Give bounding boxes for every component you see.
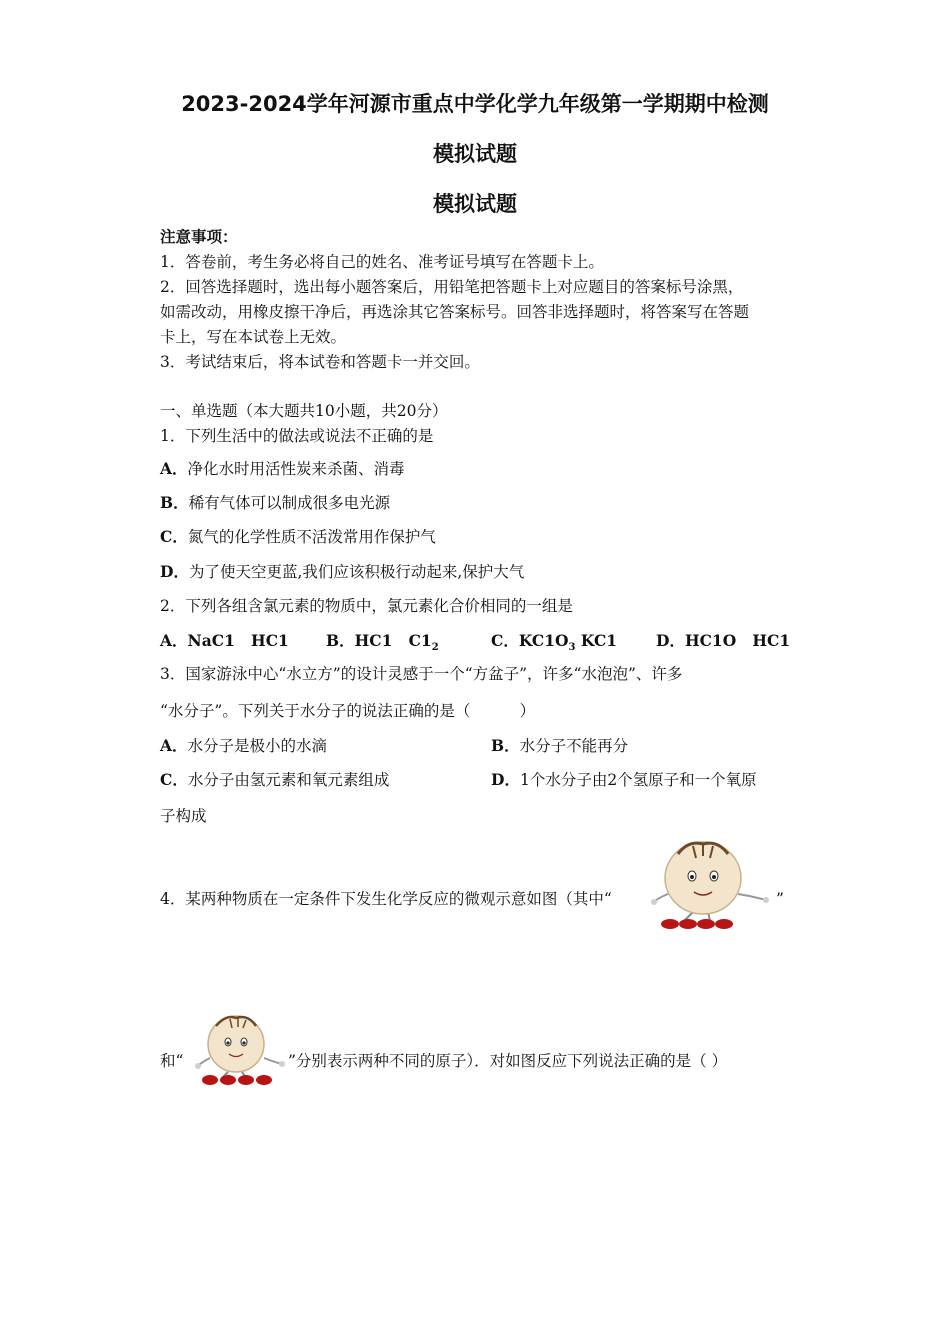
question-3-option-d-continuation: 子构成: [160, 807, 207, 825]
option-label: C．: [160, 770, 188, 789]
option-text: 1个水分子由2个氢原子和一个氧原: [519, 771, 757, 789]
option-label: B．: [491, 736, 520, 755]
option-subscript: 2: [431, 642, 439, 654]
option-label: C．: [491, 631, 519, 650]
option-text: HC1O HC1: [684, 631, 791, 650]
notice-item: 1．答卷前，考生务必将自己的姓名、准考证号填写在答题卡上。: [160, 253, 604, 271]
option-text-suffix: KC1: [575, 631, 618, 650]
option-label: D．: [656, 631, 685, 650]
option-label: B．: [160, 493, 189, 512]
question-1-option-b: [160, 493, 390, 513]
question-4-stem-part2: ”分别表示两种不同的原子）．对如图反应下列说法正确的是（ ）: [288, 1052, 728, 1070]
question-1-option-d: [160, 562, 524, 582]
question-2-option-c: [491, 629, 617, 653]
question-3-stem-line1: 3．国家游泳中心“水立方”的设计灵感于一个“方盆子”，许多“水泡泡”、许多: [160, 665, 683, 683]
question-4-stem-part1: 4．某两种物质在一定条件下发生化学反应的微观示意如图（其中“: [160, 890, 612, 908]
option-text: KC1O: [518, 631, 569, 650]
option-subscript: 3: [568, 642, 576, 654]
option-text: NaC1 HC1: [187, 631, 289, 650]
question-4-stem-part1-close-quote: ”: [776, 890, 784, 908]
option-label: A．: [160, 459, 188, 478]
notice-item: 卡上，写在本试卷上无效。: [160, 328, 347, 346]
question-1-option-a: [160, 459, 405, 479]
page-subtitle: 模拟试题: [433, 142, 517, 166]
notice-item: 如需改动，用橡皮擦干净后，再选涂其它答案标号。回答非选择题时，将答案写在答题: [160, 303, 750, 321]
option-text: HC1 C1: [354, 631, 432, 650]
option-text: 水分子不能再分: [519, 737, 629, 755]
notice-heading: 注意事项：: [160, 227, 238, 246]
option-label: D．: [491, 770, 520, 789]
question-3-option-d: [491, 768, 757, 790]
question-3-option-c: [160, 768, 389, 790]
question-2-option-d: [656, 629, 790, 651]
page-title: 2023-2024学年河源市重点中学化学九年级第一学期期中检测: [181, 92, 769, 116]
question-1-option-c: [160, 527, 436, 547]
question-3-option-b: [491, 734, 628, 756]
option-label: A．: [160, 736, 188, 755]
option-text: 稀有气体可以制成很多电光源: [188, 494, 391, 512]
question-1-stem: 1．下列生活中的做法或说法不正确的是: [160, 427, 434, 445]
notice-item: 3．考试结束后，将本试卷和答题卡一并交回。: [160, 353, 480, 371]
page-subtitle-repeat: 模拟试题: [433, 192, 517, 216]
atom-cartoon-2-figure: [192, 1010, 288, 1090]
question-2-option-b: [326, 629, 439, 653]
section-title: 一、单选题（本大题共10小题，共20分）: [160, 402, 448, 420]
question-4-stem-part2-open-quote: 和“: [160, 1052, 184, 1070]
option-label: A．: [160, 631, 188, 650]
question-2-option-a: [160, 629, 289, 651]
notice-item: 2．回答选择题时，选出每小题答案后，用铅笔把答题卡上对应题目的答案标号涂黑，: [160, 278, 744, 296]
option-label: B．: [326, 631, 355, 650]
option-text: 水分子是极小的水滴: [187, 737, 328, 755]
question-2-stem: 2．下列各组含氯元素的物质中，氯元素化合价相同的一组是: [160, 597, 573, 615]
option-text: 水分子由氢元素和氧元素组成: [187, 771, 390, 789]
atom-cartoon-1-figure: [648, 836, 773, 936]
option-label: C．: [160, 527, 188, 546]
question-3-option-a: [160, 734, 327, 756]
option-text: 为了使天空更蓝,我们应该积极行动起来,保护大气: [188, 563, 525, 581]
option-text: 氮气的化学性质不活泼常用作保护气: [187, 528, 436, 546]
option-label: D．: [160, 562, 189, 581]
question-3-stem-line2: “水分子”。下列关于水分子的说法正确的是（ ）: [160, 702, 536, 720]
option-text: 净化水时用活性炭来杀菌、消毒: [187, 460, 405, 478]
